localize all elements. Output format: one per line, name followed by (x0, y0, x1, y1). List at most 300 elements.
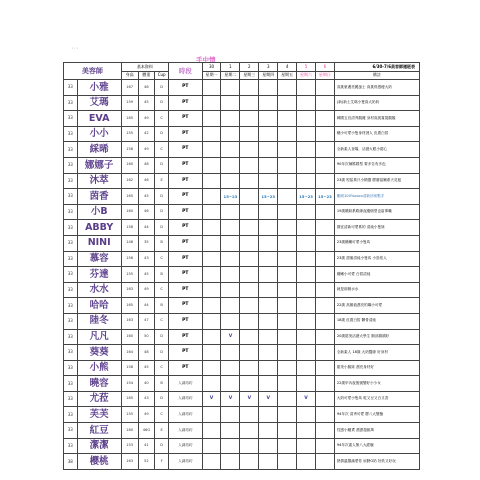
remark-cell: 甜美小臉妹 漂亮身材好 (334, 360, 419, 376)
cup-cell: C (155, 111, 169, 127)
row-number: 33 (64, 220, 78, 236)
height-cell: 164 (121, 345, 138, 361)
day-cell (315, 157, 334, 173)
slot-cell: PT (169, 313, 203, 329)
day-cell (315, 313, 334, 329)
remark-cell: 全新素人登場，活潑大眼小甜心 (334, 142, 419, 158)
day-cell (221, 313, 240, 329)
height-cell: 163 (121, 282, 138, 298)
row-number: 33 (64, 360, 78, 376)
height-cell: 160 (121, 204, 138, 220)
day-cell (259, 235, 278, 251)
height-cell: 167 (121, 80, 138, 96)
stylist-name: 櫻桃 (77, 454, 121, 470)
basic-info-header: 基本資料 (121, 63, 168, 72)
day-cell (202, 235, 221, 251)
stylist-name: 水水 (77, 282, 121, 298)
day-cell (202, 80, 221, 96)
weight-cell: 48 (138, 157, 155, 173)
day-cell (315, 454, 334, 470)
table-row (64, 173, 420, 189)
day-cell (315, 391, 334, 407)
slot-cell: 人調再約 (169, 423, 203, 439)
day-cell (278, 173, 297, 189)
weight-cell: 49 (138, 142, 155, 158)
date-header: 2 (240, 63, 259, 72)
stylist-name: 芬達 (77, 267, 121, 283)
day-cell (221, 80, 240, 96)
table-row (64, 376, 420, 392)
day-cell (259, 95, 278, 111)
weekday-header: 星期三 (240, 71, 259, 80)
day-cell (221, 251, 240, 267)
cup-cell: D (155, 80, 169, 96)
cup-cell: C (155, 313, 169, 329)
day-cell (259, 423, 278, 439)
day-cell (259, 80, 278, 96)
day-cell (202, 142, 221, 158)
day-cell (297, 313, 316, 329)
day-cell (297, 157, 316, 173)
day-cell (259, 251, 278, 267)
day-cell: V (259, 391, 278, 407)
table-row (64, 157, 420, 173)
day-cell (278, 142, 297, 158)
row-number: 33 (64, 423, 78, 439)
day-cell (202, 95, 221, 111)
day-cell (297, 95, 316, 111)
stylist-name: 慕容 (77, 251, 121, 267)
day-cell (202, 204, 221, 220)
row-number: 33 (64, 80, 78, 96)
cup-cell: F (155, 454, 169, 470)
slot-cell: PT (169, 111, 203, 127)
stylist-name: 凡凡 (77, 329, 121, 345)
day-cell (278, 391, 297, 407)
table-row (64, 360, 420, 376)
day-cell (202, 329, 221, 345)
cup-cell: D (155, 329, 169, 345)
day-cell (278, 438, 297, 454)
weight-cell: 49 (138, 282, 155, 298)
row-number: 33 (64, 204, 78, 220)
remark-cell: 性感小騷貨 漂漂超級萬 (334, 423, 419, 439)
weight-cell: 42 (138, 126, 155, 142)
row-number: 33 (64, 142, 78, 158)
day-cell (240, 157, 259, 173)
table-row (64, 235, 420, 251)
day-cell (259, 282, 278, 298)
day-cell (221, 95, 240, 111)
day-cell (240, 111, 259, 127)
day-cell (202, 282, 221, 298)
day-cell: V (297, 391, 316, 407)
day-cell (297, 80, 316, 96)
day-cell: V (202, 391, 221, 407)
slot-cell: PT (169, 142, 203, 158)
table-row (64, 298, 420, 314)
slot-cell: PT (169, 126, 203, 142)
weight-cell: 46 (138, 173, 155, 189)
cup-cell: D (155, 438, 169, 454)
day-cell (297, 329, 316, 345)
cup-cell: B (155, 298, 169, 314)
cup-header: Cup (155, 71, 169, 80)
day-cell (240, 189, 259, 205)
slot-cell: 人調再約 (169, 438, 203, 454)
day-cell (259, 267, 278, 283)
slot-cell: PT (169, 220, 203, 236)
day-cell (315, 251, 334, 267)
row-number: 33 (64, 407, 78, 423)
weight-cell: 46G (138, 423, 155, 439)
height-cell: 158 (121, 220, 138, 236)
slot-cell: 人調再約 (169, 376, 203, 392)
day-cell (315, 438, 334, 454)
stylist-name: 小小 (77, 126, 121, 142)
height-cell: 165 (121, 111, 138, 127)
schedule-rows (64, 80, 420, 470)
stylist-name: 茵香 (77, 189, 121, 205)
day-cell (221, 142, 240, 158)
day-cell (297, 298, 316, 314)
cup-cell: D (155, 391, 169, 407)
day-cell (221, 423, 240, 439)
day-cell (202, 267, 221, 283)
row-number: 33 (64, 173, 78, 189)
day-cell (278, 282, 297, 298)
day-cell (202, 111, 221, 127)
weight-cell: 46 (138, 80, 155, 96)
table-row (64, 251, 420, 267)
height-cell: 163 (121, 313, 138, 329)
weight-cell: 52 (138, 454, 155, 470)
day-cell (315, 329, 334, 345)
day-cell: 15~23 (297, 189, 316, 205)
day-cell (278, 454, 297, 470)
day-cell (315, 80, 334, 96)
slot-cell: PT (169, 80, 203, 96)
table-row (64, 423, 420, 439)
row-number: 33 (64, 438, 78, 454)
remark-cell: 22歲甲內夜後號變好小少女 (334, 376, 419, 392)
remark-cell: 94年次素人無八大經驗 (334, 438, 419, 454)
day-cell (297, 251, 316, 267)
row-number: 33 (64, 345, 78, 361)
slot-cell: PT (169, 360, 203, 376)
row-number: 33 (64, 282, 78, 298)
remark-cell: 穗小可愛小隻身材誘人 皮膚白皙 (334, 126, 419, 142)
day-cell (315, 345, 334, 361)
row-number: 33 (64, 157, 78, 173)
height-cell: 155 (121, 126, 138, 142)
date-header: 5 (297, 63, 316, 72)
day-cell (202, 438, 221, 454)
day-cell (221, 454, 240, 470)
weight-cell: 50 (138, 329, 155, 345)
day-cell (202, 189, 221, 205)
stylist-name: 哈哈 (77, 298, 121, 314)
weekday-header: 星期四 (259, 71, 278, 80)
day-cell (240, 360, 259, 376)
stylist-name: 小熊 (77, 360, 121, 376)
remark-cell: 90年次辣媽媽型 要多告有多色 (334, 157, 419, 173)
date-header: 1 (221, 63, 240, 72)
row-number: 33 (64, 391, 78, 407)
day-cell: 15~23 (221, 189, 240, 205)
remark-cell: 23歲嬌嫩可愛小隻馬 (334, 235, 419, 251)
day-cell (297, 142, 316, 158)
day-cell (259, 454, 278, 470)
day-cell (278, 189, 297, 205)
height-cell: 156 (121, 251, 138, 267)
day-cell (240, 376, 259, 392)
height-cell: 162 (121, 173, 138, 189)
table-row (64, 282, 420, 298)
day-cell: 15~23 (259, 189, 278, 205)
day-cell (278, 345, 297, 361)
remarks-header: 備註 (334, 71, 419, 80)
height-cell: 158 (121, 142, 138, 158)
cup-cell: C (155, 360, 169, 376)
day-cell (297, 235, 316, 251)
day-cell (315, 407, 334, 423)
row-number: 33 (64, 189, 78, 205)
height-cell: 160 (121, 423, 138, 439)
day-cell (221, 204, 240, 220)
table-row (64, 391, 420, 407)
day-cell (278, 111, 297, 127)
remark-cell: 熱情溫馨滿愛你 肩膀G奶 好妖又好玩 (334, 454, 419, 470)
day-cell (221, 220, 240, 236)
header-row-dates (64, 63, 420, 72)
sheet-title: 手中情 (196, 56, 216, 64)
remark-cell: 23歲 短髮系只小精靈 膠磨當嫩系天花板 (334, 173, 419, 189)
day-cell (278, 329, 297, 345)
height-cell: 165 (121, 391, 138, 407)
day-cell (278, 298, 297, 314)
day-cell (315, 282, 334, 298)
remark-cell: 18歲 皮膚白皙 髒骨清純 (334, 313, 419, 329)
table-row (64, 142, 420, 158)
cup-cell: D (155, 157, 169, 173)
remark-cell: 高挑豪邁亮麗風士 高挑骨感瘦大奶 (334, 80, 419, 96)
stylist-name: EVA (77, 111, 121, 127)
day-cell (315, 142, 334, 158)
cup-cell: D (155, 204, 169, 220)
day-cell (278, 204, 297, 220)
day-cell (202, 345, 221, 361)
schedule-title: 6/30-7/6美容師週班表 (334, 63, 419, 72)
slot-cell: PT (169, 298, 203, 314)
stylist-name: 沐萃 (77, 173, 121, 189)
row-number: 33 (64, 329, 78, 345)
slot-cell: 人調再約 (169, 454, 203, 470)
row-number: 33 (64, 95, 78, 111)
stylist-header: 美容師 (64, 63, 122, 80)
day-cell (315, 423, 334, 439)
table-row (64, 329, 420, 345)
day-cell (297, 126, 316, 142)
table-row (64, 438, 420, 454)
row-number: 38 (64, 454, 78, 470)
cup-cell: B (155, 267, 169, 283)
slot-cell: PT (169, 157, 203, 173)
slot-header: 時段 (169, 63, 203, 80)
day-cell (240, 80, 259, 96)
remark-cell: 就是那個水水 (334, 282, 419, 298)
day-cell (240, 345, 259, 361)
day-cell (240, 251, 259, 267)
day-cell (278, 80, 297, 96)
day-cell (240, 407, 259, 423)
day-cell (240, 235, 259, 251)
stylist-name: NINI (77, 235, 121, 251)
day-cell (278, 251, 297, 267)
stylist-name: 芙芙 (77, 407, 121, 423)
remark-cell: 嬌嫩小可愛 白皙清純 (334, 267, 419, 283)
day-cell (297, 438, 316, 454)
day-cell (315, 360, 334, 376)
remark-cell: 22歲 高顏值漂亮的鄰小可愛 (334, 298, 419, 314)
remark-cell: 94年次 清秀可愛 膠八大變態 (334, 407, 419, 423)
cup-cell: D (155, 126, 169, 142)
day-cell (202, 220, 221, 236)
table-row (64, 126, 420, 142)
day-cell (297, 376, 316, 392)
day-cell (297, 282, 316, 298)
weight-cell: 45 (138, 95, 155, 111)
day-cell (221, 235, 240, 251)
cup-cell: D (155, 95, 169, 111)
day-cell (278, 157, 297, 173)
day-cell (259, 360, 278, 376)
day-cell (240, 267, 259, 283)
day-cell (202, 360, 221, 376)
cup-cell: B (155, 235, 169, 251)
stylist-name: 陸冬 (77, 313, 121, 329)
day-cell (240, 423, 259, 439)
slot-cell: PT (169, 95, 203, 111)
day-cell (202, 454, 221, 470)
day-cell (221, 111, 240, 127)
weight-cell: 48 (138, 345, 155, 361)
height-cell: 153 (121, 438, 138, 454)
table-row (64, 189, 420, 205)
row-number: 33 (64, 376, 78, 392)
slot-cell: PT (169, 267, 203, 283)
stylist-name: 小雅 (77, 80, 121, 96)
day-cell (315, 204, 334, 220)
weight-cell: 49 (138, 111, 155, 127)
day-cell: V (240, 391, 259, 407)
day-cell (259, 407, 278, 423)
weekday-header: 星期一 (202, 71, 221, 80)
height-cell: 154 (121, 376, 138, 392)
stylist-name: ABBY (77, 220, 121, 236)
schedule-sheet (63, 62, 420, 470)
weekday-header: 星期五 (278, 71, 297, 80)
day-cell (221, 173, 240, 189)
row-number: 33 (64, 267, 78, 283)
height-cell: 159 (121, 95, 138, 111)
height-cell: 148 (121, 235, 138, 251)
cup-cell: E (155, 173, 169, 189)
date-header: 30 (202, 63, 221, 72)
row-number: 33 (64, 313, 78, 329)
table-row (64, 204, 420, 220)
weight-cell: 44 (138, 298, 155, 314)
day-cell (297, 345, 316, 361)
remark-cell: 19歲嬌妹系路線直蹤個型也當專職 (334, 204, 419, 220)
day-cell (259, 220, 278, 236)
day-cell (202, 423, 221, 439)
height-cell: 158 (121, 360, 138, 376)
day-cell (297, 220, 316, 236)
table-row (64, 407, 420, 423)
day-cell (221, 157, 240, 173)
weight-cell: 45 (138, 360, 155, 376)
cup-cell: C (155, 282, 169, 298)
stylist-name: 艾瑪 (77, 95, 121, 111)
remark-cell: 全新素人 18歲 大奶醫緣 好身材 (334, 345, 419, 361)
height-cell: 160 (121, 329, 138, 345)
stylist-name: 娜娜子 (77, 157, 121, 173)
remark-cell: 大奶可愛小隻馬 乾又豆又白又香 (334, 391, 419, 407)
day-cell (297, 423, 316, 439)
table-row (64, 313, 420, 329)
stylist-name: 綵晞 (77, 142, 121, 158)
stylist-name: 紅豆 (77, 423, 121, 439)
day-cell (259, 142, 278, 158)
day-cell (202, 173, 221, 189)
day-cell (202, 313, 221, 329)
day-cell (221, 282, 240, 298)
weight-header: 體重 (138, 71, 155, 80)
day-cell (297, 173, 316, 189)
day-cell (259, 329, 278, 345)
day-cell (297, 267, 316, 283)
day-cell (240, 282, 259, 298)
row-number: 33 (64, 111, 78, 127)
day-cell (221, 376, 240, 392)
day-cell (221, 345, 240, 361)
day-cell (221, 298, 240, 314)
day-cell (297, 360, 316, 376)
table-row (64, 95, 420, 111)
cup-cell: C (155, 251, 169, 267)
day-cell (315, 173, 334, 189)
day-cell (278, 126, 297, 142)
row-number: 33 (64, 235, 78, 251)
day-cell (315, 235, 334, 251)
height-cell: 165 (121, 298, 138, 314)
day-cell (259, 345, 278, 361)
day-cell (259, 111, 278, 127)
day-cell (297, 407, 316, 423)
day-cell (315, 126, 334, 142)
stylist-name: 尤菈 (77, 391, 121, 407)
day-cell (240, 204, 259, 220)
table-row (64, 220, 420, 236)
day-cell (259, 157, 278, 173)
date-header: 4 (278, 63, 297, 72)
day-cell (240, 329, 259, 345)
day-cell (259, 298, 278, 314)
day-cell (240, 220, 259, 236)
day-cell (202, 126, 221, 142)
day-cell (278, 220, 297, 236)
